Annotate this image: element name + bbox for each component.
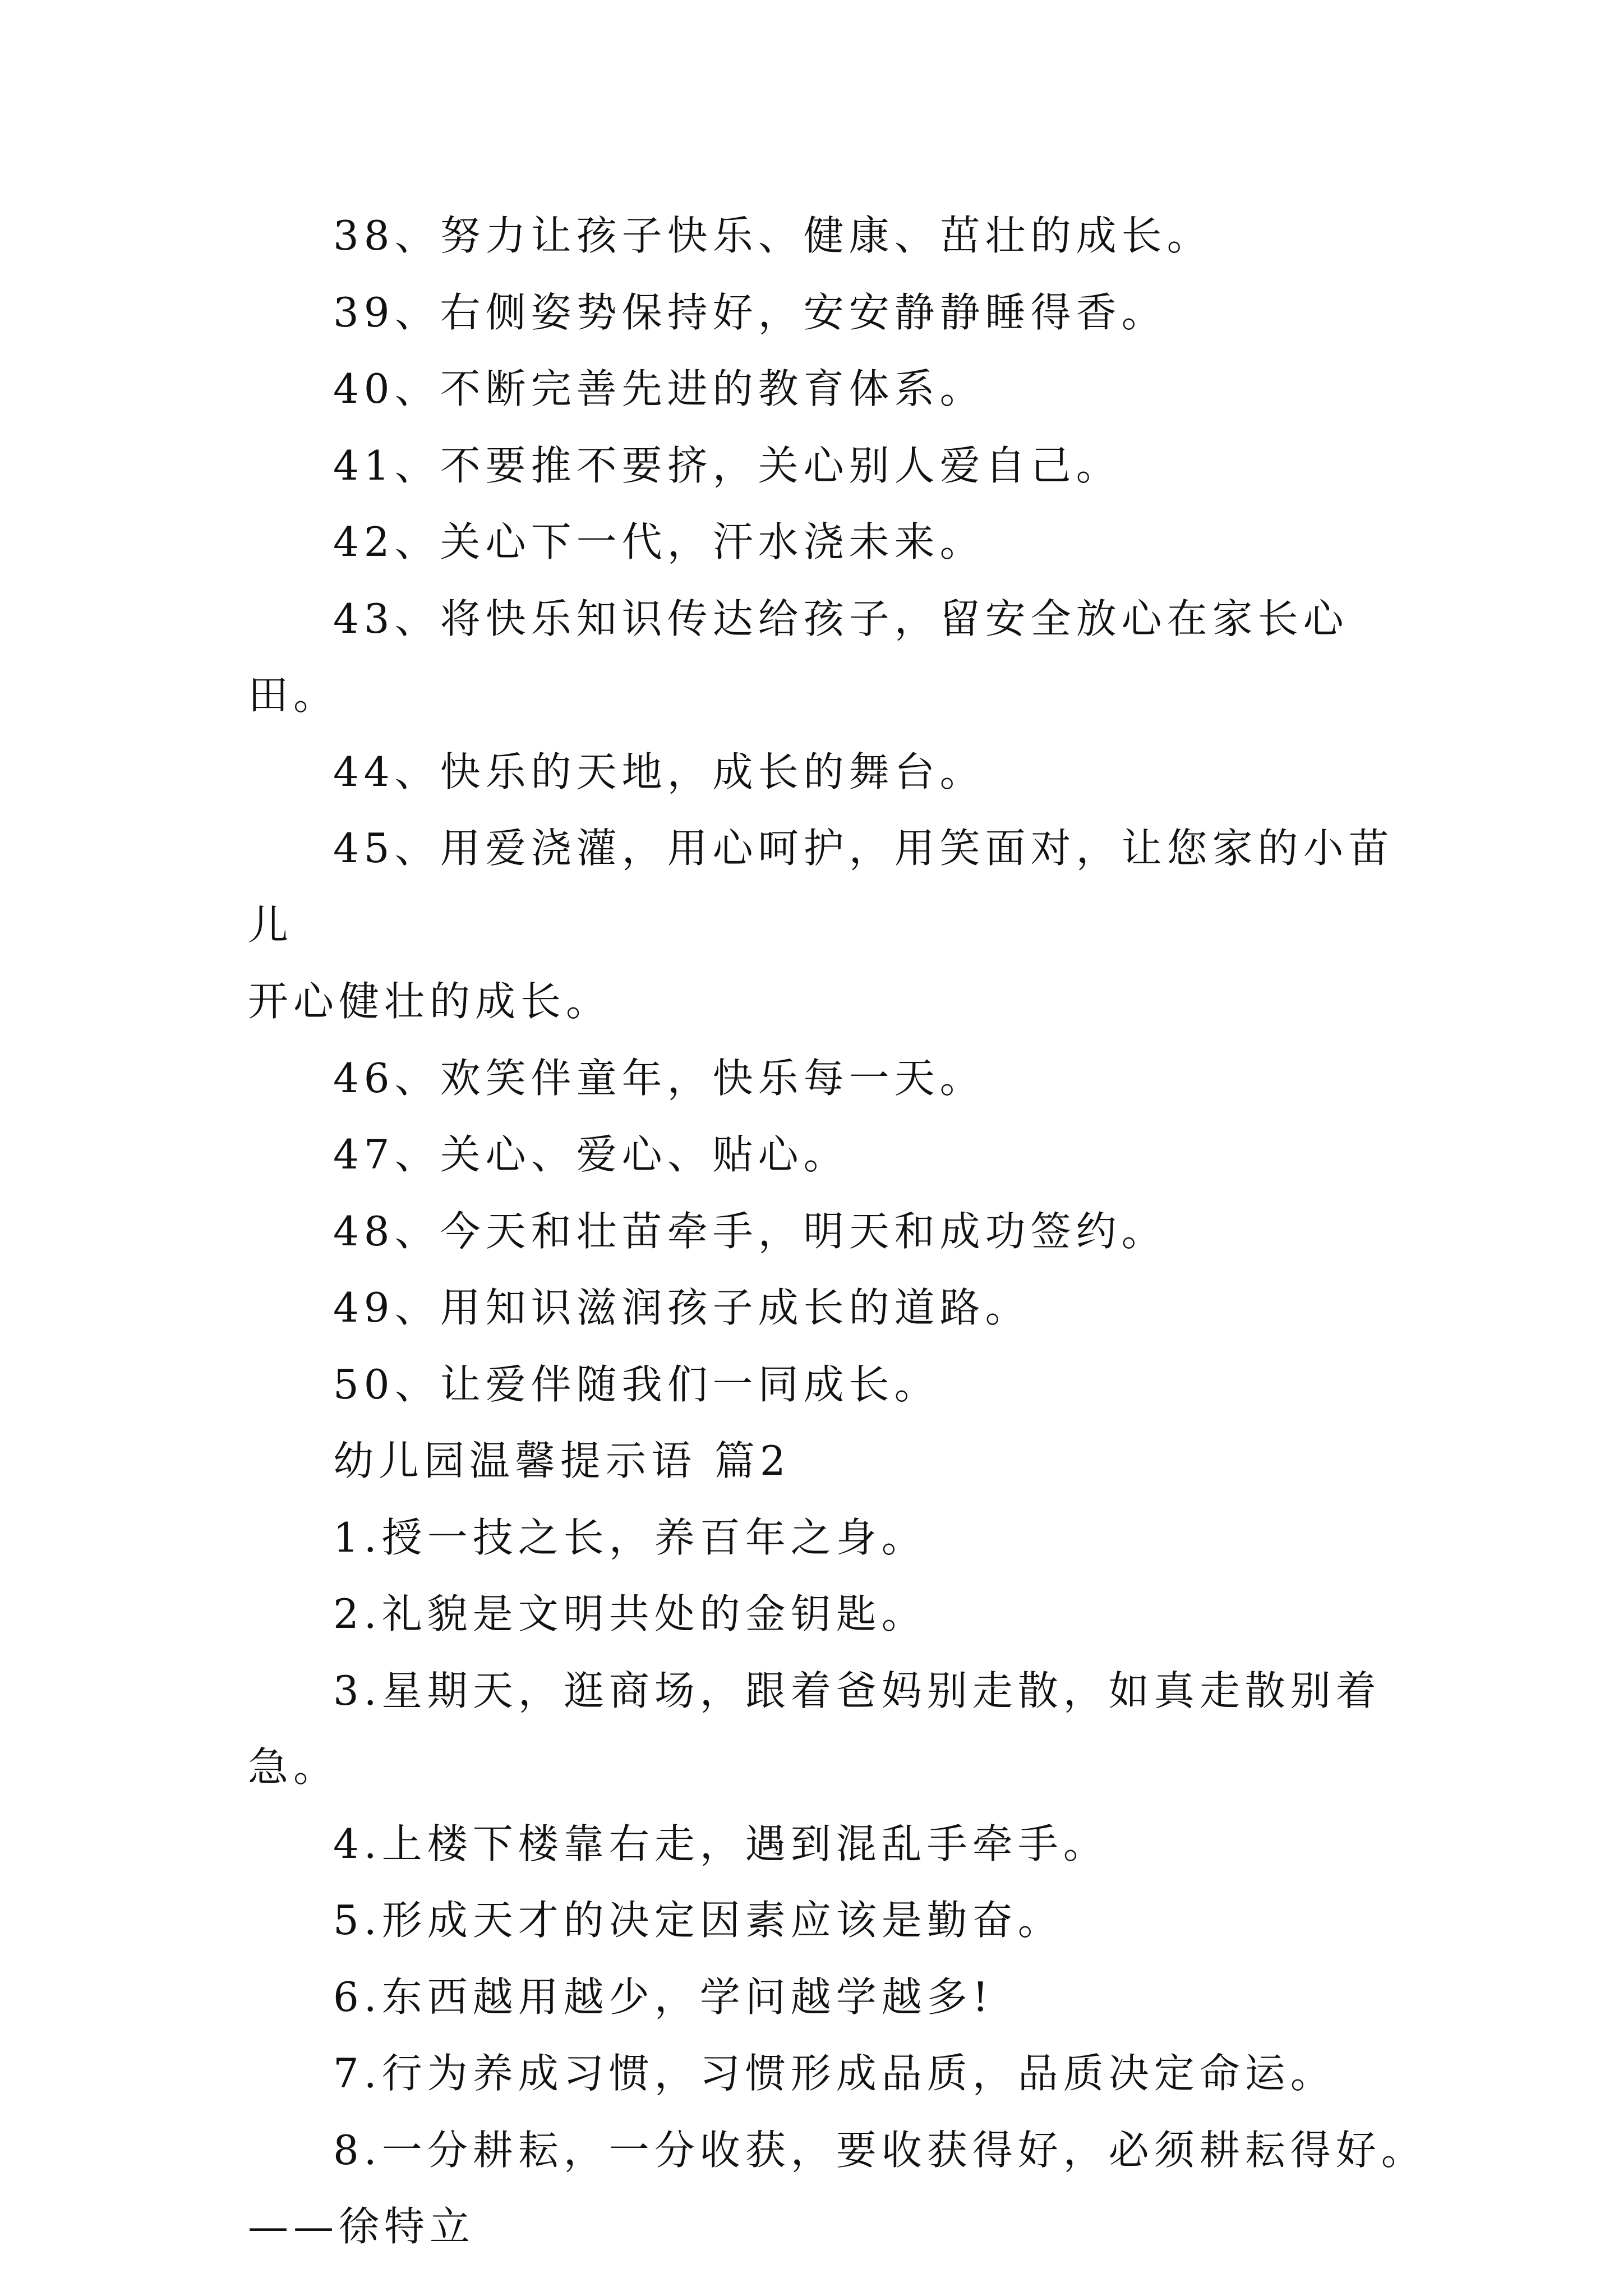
- section-paragraph-3: 3.星期天，逛商场，跟着爸妈别走散，如真走散别着急。: [248, 1667, 1381, 1791]
- paragraph-44: 44、快乐的天地，成长的舞台。: [333, 748, 985, 795]
- section-paragraph-5: 5.形成天才的决定因素应该是勤奋。: [333, 1897, 1063, 1944]
- document-body: [248, 197, 1437, 2265]
- paragraph-39: 39、右侧姿势保持好，安安静静睡得香。: [333, 288, 1167, 336]
- paragraph-50: 50、让爱伴随我们一同成长。: [333, 1360, 940, 1408]
- section-paragraph-1: 1.授一技之长，养百年之身。: [333, 1513, 927, 1561]
- paragraph-45-continuation: 开心健壮的成长。: [248, 978, 612, 1025]
- paragraph-40: 40、不断完善先进的教育体系。: [333, 365, 985, 412]
- paragraph-49: 49、用知识滋润孩子成长的道路。: [333, 1284, 1031, 1331]
- section-paragraph-2: 2.礼貌是文明共处的金钥匙。: [333, 1590, 927, 1637]
- section-paragraph-7: 7.行为养成习惯，习惯形成品质，品质决定命运。: [333, 2050, 1336, 2097]
- section-paragraph-6: 6.东西越用越少，学问越学越多!: [333, 1973, 994, 2021]
- section-heading: 幼儿园温馨提示语 篇2: [333, 1437, 791, 1484]
- section-paragraph-4: 4.上楼下楼靠右走，遇到混乱手牵手。: [333, 1820, 1109, 1867]
- paragraph-43: 43、将快乐知识传达给孩子，留安全放心在家长心田。: [248, 595, 1349, 719]
- paragraph-47: 47、关心、爱心、贴心。: [333, 1131, 849, 1178]
- paragraph-41: 41、不要推不要挤，关心别人爱自己。: [333, 441, 1122, 489]
- paragraph-45: 45、用爱浇灌，用心呵护，用笑面对，让您家的小苗儿 开心健壮的成长。: [248, 810, 1437, 1040]
- paragraph-48: 48、今天和壮苗牵手，明天和成功签约。: [333, 1207, 1167, 1255]
- section-paragraph-8: 8.一分耕耘，一分收获，要收获得好，必须耕耘得好。 ——徐特立: [248, 2112, 1437, 2265]
- section-paragraph-8-attribution: ——徐特立: [248, 2203, 476, 2250]
- paragraph-46: 46、欢笑伴童年，快乐每一天。: [333, 1054, 985, 1102]
- paragraph-42: 42、关心下一代，汗水浇未来。: [333, 518, 985, 565]
- paragraph-38: 38、努力让孩子快乐、健康、茁壮的成长。: [333, 212, 1212, 259]
